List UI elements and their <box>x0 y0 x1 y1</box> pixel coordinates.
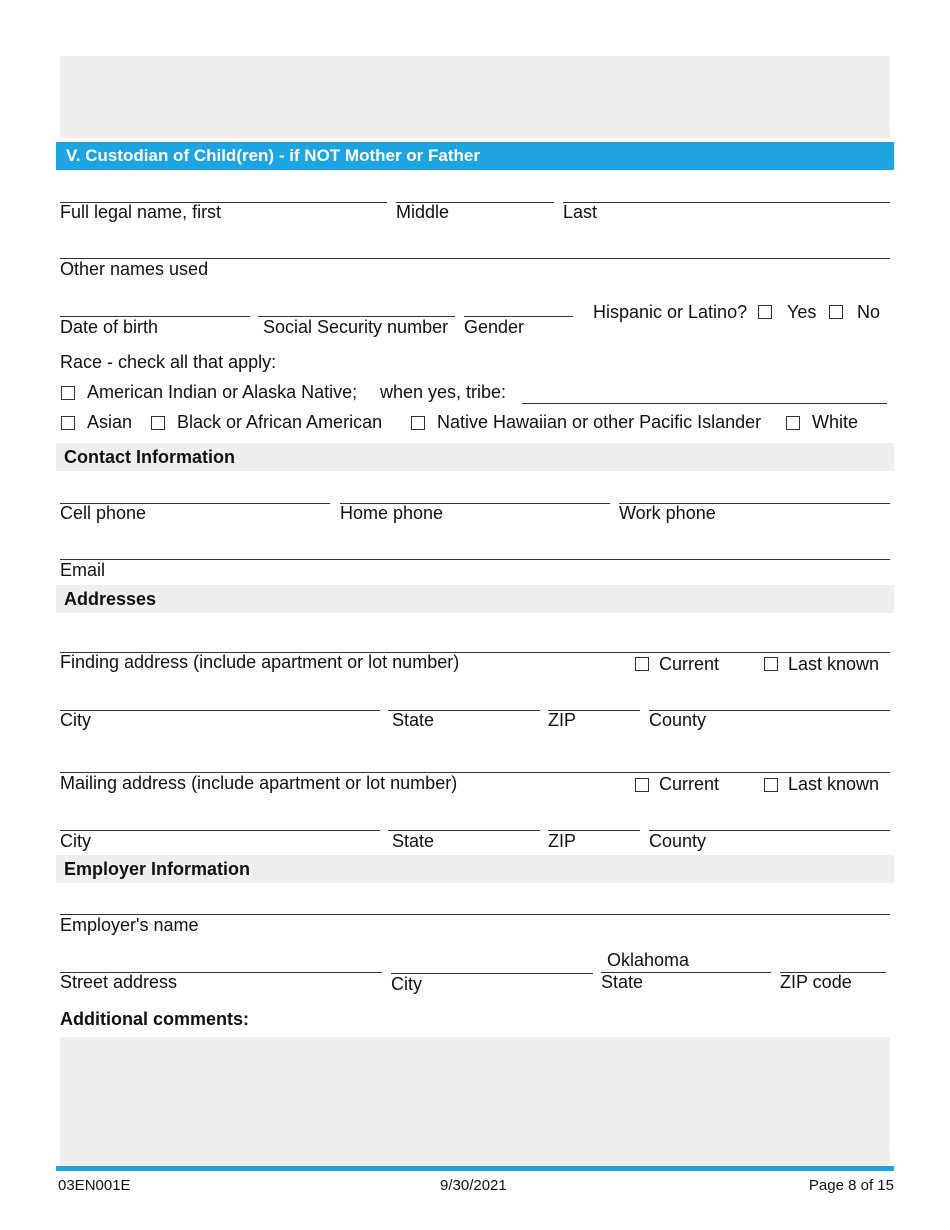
finding-address-label: Finding address (include apartment or lot number) <box>60 652 460 672</box>
mailing-address-label: Mailing address (include apartment or lot number) <box>60 773 458 793</box>
mailing-city-label: City <box>60 831 91 851</box>
employer-street-label: Street address <box>60 972 178 992</box>
finding-last-known-checkbox[interactable] <box>764 657 778 671</box>
employer-info-header: Employer Information <box>56 855 894 883</box>
additional-comments-label: Additional comments: <box>60 1009 250 1029</box>
finding-last-known-label: Last known <box>788 654 880 674</box>
tribe-line[interactable] <box>522 403 887 404</box>
cell-phone-label: Cell phone <box>60 503 147 523</box>
finding-current-checkbox[interactable] <box>635 657 649 671</box>
white-label: White <box>812 412 859 432</box>
pacific-label: Native Hawaiian or other Pacific Islander <box>437 412 762 432</box>
mailing-last-known-label: Last known <box>788 774 880 794</box>
race-label: Race - check all that apply: <box>60 352 277 372</box>
home-phone-label: Home phone <box>340 503 444 523</box>
work-phone-label: Work phone <box>619 503 716 523</box>
pacific-checkbox[interactable] <box>411 416 425 430</box>
american-indian-label: American Indian or Alaska Native; <box>87 382 358 402</box>
ssn-label: Social Security number <box>263 317 449 337</box>
employer-city-label: City <box>391 974 422 994</box>
hispanic-yes-checkbox[interactable] <box>758 305 772 319</box>
hispanic-question: Hispanic or Latino? <box>593 302 748 322</box>
footer-form-id: 03EN001E <box>58 1177 131 1194</box>
hispanic-no-label: No <box>857 302 881 322</box>
last-name-label: Last <box>563 202 598 222</box>
black-checkbox[interactable] <box>151 416 165 430</box>
finding-zip-label: ZIP <box>548 710 577 730</box>
gender-label: Gender <box>464 317 525 337</box>
hispanic-yes-label: Yes <box>787 302 817 322</box>
footer-rule <box>56 1166 894 1171</box>
mailing-state-label: State <box>392 831 435 851</box>
footer-page: Page 8 of 15 <box>808 1177 894 1194</box>
hispanic-no-checkbox[interactable] <box>829 305 843 319</box>
finding-county-label: County <box>649 710 707 730</box>
black-label: Black or African American <box>177 412 383 432</box>
employer-zip-label: ZIP code <box>780 972 852 992</box>
mailing-current-checkbox[interactable] <box>635 778 649 792</box>
dob-label: Date of birth <box>60 317 159 337</box>
other-names-label: Other names used <box>60 259 209 279</box>
section-title: V. Custodian of Child(ren) - if NOT Mother or Father <box>56 142 894 170</box>
employer-name-label: Employer's name <box>60 915 199 935</box>
employer-state-label: State <box>601 972 644 992</box>
white-checkbox[interactable] <box>786 416 800 430</box>
american-indian-checkbox[interactable] <box>61 386 75 400</box>
top-blank-area <box>60 56 890 138</box>
middle-name-label: Middle <box>396 202 450 222</box>
mailing-county-label: County <box>649 831 707 851</box>
asian-label: Asian <box>87 412 133 432</box>
footer-date: 9/30/2021 <box>440 1177 507 1194</box>
addresses-header: Addresses <box>56 585 894 613</box>
finding-current-label: Current <box>659 654 720 674</box>
mailing-last-known-checkbox[interactable] <box>764 778 778 792</box>
finding-city-line[interactable] <box>60 710 380 711</box>
mailing-zip-label: ZIP <box>548 831 577 851</box>
email-label: Email <box>60 560 106 580</box>
tribe-label: when yes, tribe: <box>380 382 507 402</box>
mailing-city-line[interactable] <box>60 830 380 831</box>
last-name-line[interactable] <box>563 202 890 203</box>
finding-city-label: City <box>60 710 91 730</box>
additional-comments-box[interactable] <box>60 1037 890 1165</box>
contact-info-header: Contact Information <box>56 443 894 471</box>
finding-state-label: State <box>392 710 435 730</box>
employer-state-value: Oklahoma <box>607 950 690 970</box>
mailing-current-label: Current <box>659 774 720 794</box>
first-name-label: Full legal name, first <box>60 202 222 222</box>
asian-checkbox[interactable] <box>61 416 75 430</box>
email-line[interactable] <box>60 559 890 560</box>
